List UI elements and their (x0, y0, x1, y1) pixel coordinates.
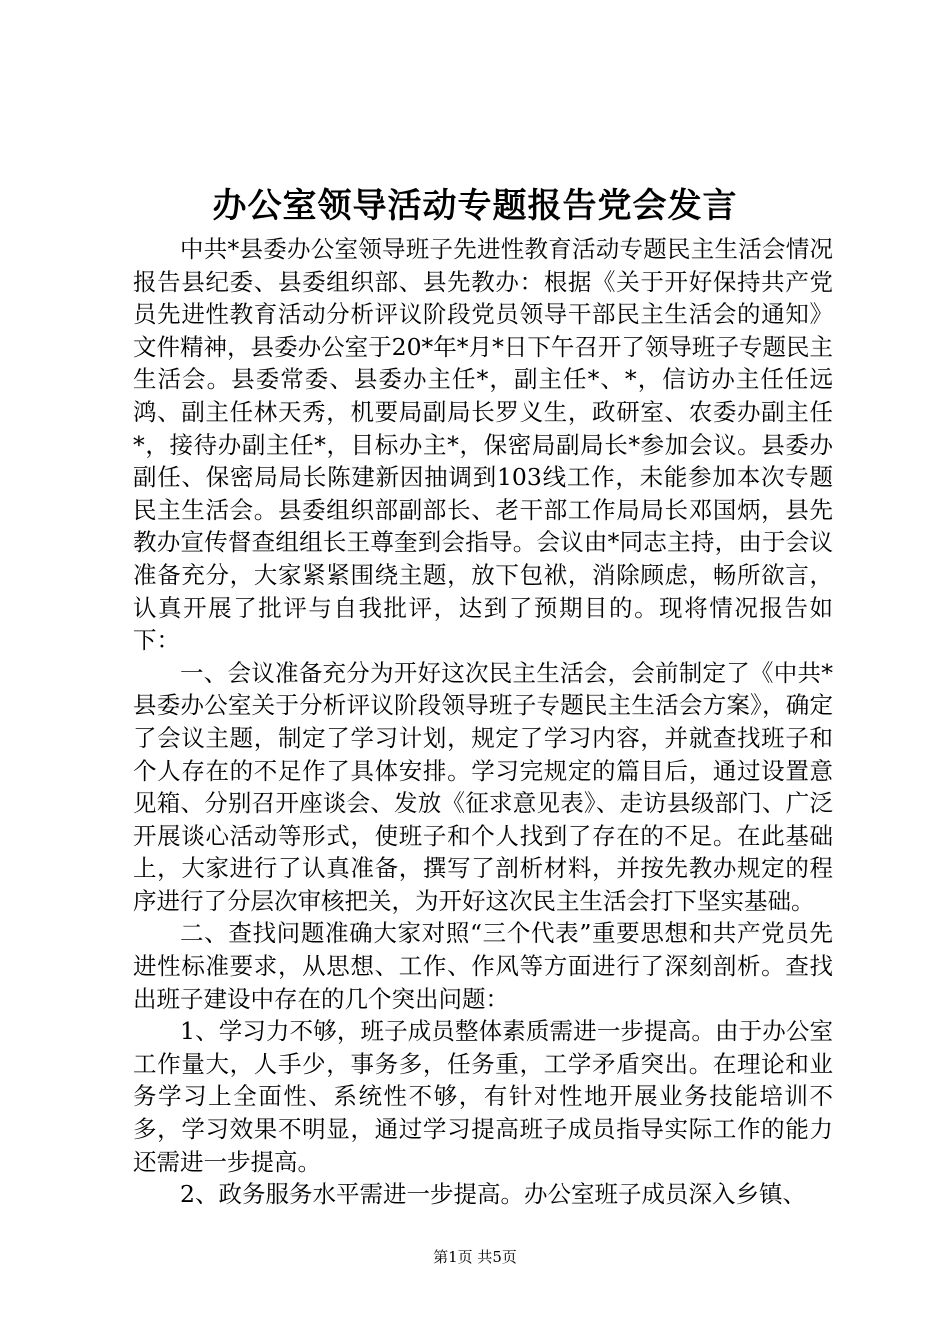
paragraph-item-1: 1、学习力不够，班子成员整体素质需进一步提高。由于办公室工作量大，人手少，事务多，任务重，工学矛盾突出。在理论和业务学习上全面性、系统性不够，有针对性地开展业务技能培训不多，学习效果不明显，通过学习提高班子成员指导实际工作的能力还需进一步提高。 (133, 1017, 833, 1176)
page-title: 办公室领导活动专题报告党会发言 (212, 186, 738, 226)
paragraph-section-2: 二、查找问题准确大家对照“三个代表”重要思想和共产党员先进性标准要求，从思想、工作、作风等方面进行了深刻剖析。查找出班子建设中存在的几个突出问题： (133, 919, 833, 1013)
paragraph-section-1: 一、会议准备充分为开好这次民主生活会，会前制定了《中共*县委办公室关于分析评议阶段领导班子专题民主生活会方案》，确定了会议主题，制定了学习计划，规定了学习内容，并就查找班子和个人存在的不足作了具体安排。学习完规定的篇目后，通过设置意见箱、分别召开座谈会、发放《征求意见表》、走访县级部门、广泛开展谈心活动等形式，使班子和个人找到了存在的不足。在此基础上，大家进行了认真准备，撰写了剖析材料，并按先教办规定的程序进行了分层次审核把关，为开好这次民主生活会打下坚实基础。 (133, 658, 833, 915)
paragraph-item-2: 2、政务服务水平需进一步提高。办公室班子成员深入乡镇、 (180, 1180, 806, 1209)
paragraph-intro: 中共*县委办公室领导班子先进性教育活动专题民主生活会情况报告县纪委、县委组织部、县先教办：根据《关于开好保持共产党员先进性教育活动分析评议阶段党员领导干部民主生活会的通知》文件精神，县委办公室于20*年*月*日下午召开了领导班子专题民主生活会。县委常委、县委办主任*，副主任*、*，信访办主任任远鸿、副主任林天秀，机要局副局长罗义生，政研室、农委办副主任*，接待办副主任*，目标办主*，保密局副局长*参加会议。县委办副任、保密局局长陈建新因抽调到103线工作，未能参加本次专题民主生活会。县委组织部副部长、老干部工作局局长邓国炳，县先教办宣传督查组组长王尊奎到会指导。会议由*同志主持，由于会议准备充分，大家紧紧围绕主题，放下包袱，消除顾虑，畅所欲言，认真开展了批评与自我批评，达到了预期目的。现将情况报告如下： (133, 235, 833, 655)
document-body (133, 233, 833, 1211)
page-number: 第1页 共5页 (433, 1248, 517, 1266)
